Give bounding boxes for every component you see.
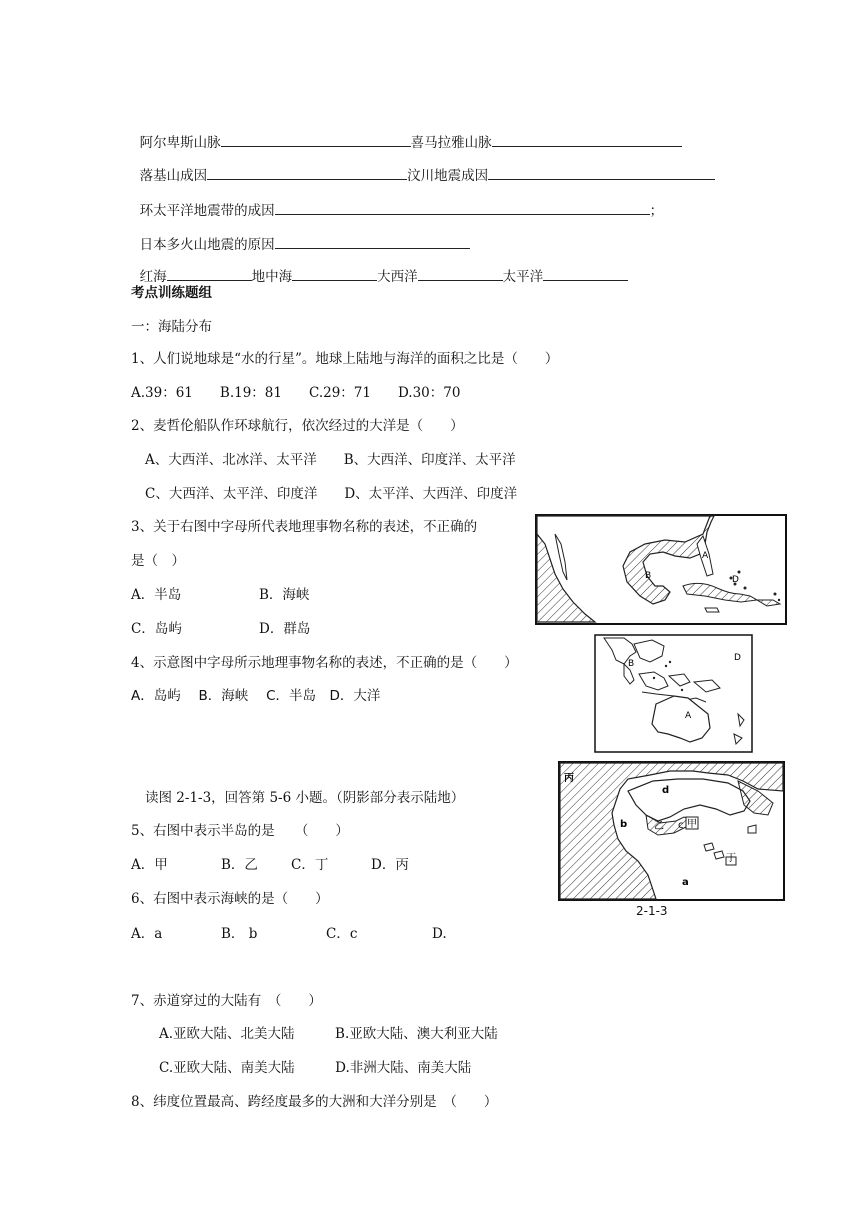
blank-rockies[interactable] — [207, 165, 407, 180]
question-7-stem: 7、赤道穿过的大陆有 （ ） — [131, 993, 322, 1009]
blank-japan[interactable] — [275, 234, 470, 249]
blank-mediterranean[interactable] — [292, 266, 377, 281]
question-6-stem: 6、右图中表示海峡的是（ ） — [131, 891, 329, 907]
section-title: 考点训练题组 — [131, 285, 212, 301]
fig3-label-bing: 丙 — [564, 773, 574, 784]
label-himalaya: 喜马拉雅山脉 — [410, 135, 492, 151]
label-mediterranean: 地中海 — [251, 269, 293, 285]
question-7-options-ab: A.亚欧大陆、北美大陆 B.亚欧大陆、澳大利亚大陆 — [159, 1026, 498, 1042]
label-atlantic: 大西洋 — [377, 269, 418, 285]
blank-red-sea[interactable] — [167, 266, 252, 281]
question-6-option-c: C．c — [326, 926, 358, 942]
fig3-label-yi: 乙 — [654, 821, 664, 832]
fig1-label-a: A — [702, 551, 709, 561]
fig3-label-c: c — [678, 820, 684, 831]
blank-pacific-ring[interactable] — [275, 200, 650, 215]
question-3-option-a: A．半岛 — [131, 587, 182, 603]
question-3-stem: 3、关于右图中字母所代表地理事物名称的表述，不正确的 — [131, 519, 478, 535]
label-japan: 日本多火山地震的原因 — [139, 237, 275, 253]
fig3-label-d: d — [662, 785, 670, 796]
question-2-stem: 2、麦哲伦船队作环球航行，依次经过的大洋是（ ） — [131, 418, 464, 434]
label-rockies: 落基山成因 — [139, 168, 208, 184]
fig3-label-jia: 甲 — [687, 819, 697, 830]
question-8-stem: 8、纬度位置最高、跨经度最多的大洲和大洋分别是 （ ） — [131, 1094, 498, 1110]
label-pacific: 太平洋 — [502, 269, 544, 285]
question-1-stem: 1、人们说地球是“水的行星”。地球上陆地与海洋的面积之比是（ ） — [131, 351, 559, 367]
fig2-label-d: D — [734, 653, 741, 663]
blank-line-3 — [131, 182, 663, 220]
question-6-option-b: B． b — [221, 926, 258, 942]
question-6-option-d: D. — [432, 926, 447, 942]
question-1-options: A.39：61 B.19：81 C.29：71 D.30：70 — [131, 385, 461, 401]
figure-2-1-3-map — [558, 761, 785, 901]
fig1-label-d: D — [732, 575, 739, 585]
semicolon: ； — [649, 203, 664, 219]
question-5-option-a: A．甲 — [131, 857, 168, 873]
question-7-options-cd: C.亚欧大陆、南美大陆 D.非洲大陆、南美大陆 — [159, 1060, 472, 1076]
question-3-stem-cont: 是（ ） — [131, 553, 185, 569]
question-4-stem: 4、示意图中字母所示地理事物名称的表述，不正确的是（ ） — [131, 655, 518, 671]
question-4-options: A．岛屿 B．海峡 C．半岛 D．大洋 — [131, 688, 381, 704]
question-3-option-c: C．岛屿 — [131, 621, 182, 637]
question-6-option-a: A．a — [131, 926, 163, 942]
question-2-options-cd: C、大西洋、太平洋、印度洋 D、太平洋、大西洋、印度洋 — [145, 486, 518, 502]
subsection-title: 一：海陆分布 — [131, 319, 212, 335]
fig2-label-b: B — [628, 659, 635, 669]
figure-caribbean-map — [535, 514, 787, 625]
fig3-label-ding: 丁 — [726, 853, 736, 864]
label-wenchuan: 汶川地震成因 — [407, 168, 489, 184]
blank-atlantic[interactable] — [418, 266, 503, 281]
fig3-label-b: b — [620, 819, 628, 830]
blank-wenchuan[interactable] — [488, 165, 715, 180]
question-3-option-b: B．海峡 — [259, 587, 310, 603]
question-5-option-b: B．乙 — [221, 857, 258, 873]
blank-alps[interactable] — [221, 132, 411, 147]
question-5-stem: 5、右图中表示半岛的是 （ ） — [131, 823, 349, 839]
question-5-option-c: C．丁 — [291, 857, 329, 873]
figure-australia-map — [594, 634, 753, 753]
blank-line-2 — [131, 147, 715, 185]
blank-himalaya[interactable] — [492, 132, 682, 147]
fig2-label-a: A — [685, 711, 692, 721]
blank-pacific[interactable] — [543, 266, 628, 281]
fig3-label-a: a — [682, 877, 689, 888]
question-3-option-d: D．群岛 — [259, 621, 311, 637]
label-pacific-ring: 环太平洋地震带的成因 — [139, 203, 275, 219]
question-5-option-d: D．丙 — [371, 857, 409, 873]
question-2-options-ab: A、大西洋、北冰洋、太平洋 B、大西洋、印度洋、太平洋 — [145, 452, 516, 468]
figure-caption: 2-1-3 — [636, 904, 668, 918]
read-prompt: 读图 2-1-3，回答第 5-6 小题。（阴影部分表示陆地） — [145, 790, 465, 806]
fig1-label-b: B — [645, 571, 652, 581]
label-alps: 阿尔卑斯山脉 — [139, 135, 221, 151]
label-red-sea: 红海 — [139, 269, 167, 285]
blank-line-5 — [131, 248, 628, 286]
